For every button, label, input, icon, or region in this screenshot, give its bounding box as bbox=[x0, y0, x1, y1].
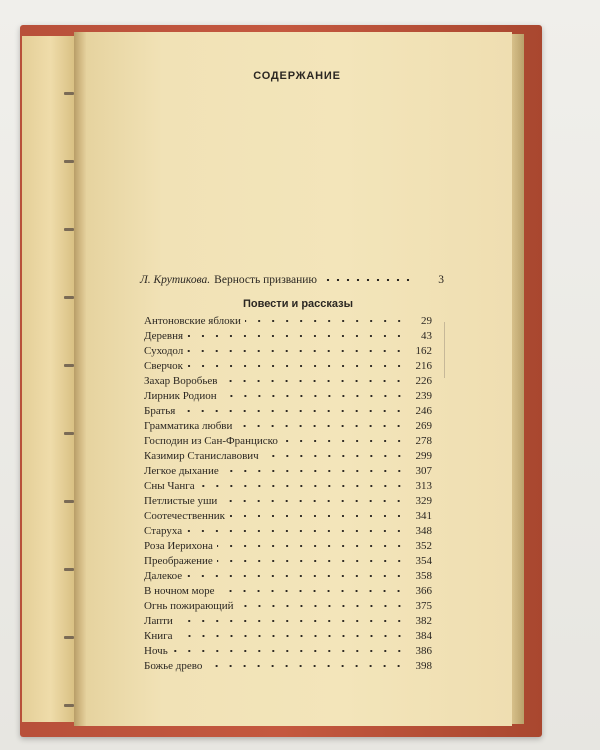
toc-entry bbox=[144, 493, 432, 508]
binding-thread bbox=[64, 432, 74, 435]
toc-entry-title: Ночь bbox=[144, 644, 168, 657]
toc-entry-title: Книга bbox=[144, 629, 173, 642]
toc-entry-page: 216 bbox=[415, 359, 432, 372]
toc-entry bbox=[144, 598, 432, 613]
toc-entry-title: Роза Иерихона bbox=[144, 539, 213, 552]
toc-entry-page: 354 bbox=[415, 554, 432, 567]
toc-entry-page: 278 bbox=[415, 434, 432, 447]
toc-entry-page: 384 bbox=[415, 629, 432, 642]
toc-entry bbox=[144, 628, 432, 643]
toc-entry-title: Грамматика любви bbox=[144, 419, 233, 432]
dot-leader bbox=[229, 515, 406, 517]
toc-entry-page: 246 bbox=[415, 404, 432, 417]
dot-leader bbox=[172, 650, 406, 652]
toc-entry-title: Лапти bbox=[144, 614, 173, 627]
dot-leader bbox=[187, 365, 406, 367]
toc-entry bbox=[144, 448, 432, 463]
dot-leader bbox=[187, 335, 406, 337]
toc-entry-list bbox=[144, 313, 432, 673]
contents-heading: СОДЕРЖАНИЕ bbox=[253, 70, 341, 82]
toc-entry-title: Суходол bbox=[144, 344, 184, 357]
toc-entry bbox=[144, 538, 432, 553]
toc-entry-page: 382 bbox=[415, 614, 432, 627]
toc-entry-title: Божье древо bbox=[144, 659, 203, 672]
dot-leader bbox=[186, 575, 406, 577]
toc-entry bbox=[144, 643, 432, 658]
toc-entry-title: Антоновские яблоки bbox=[144, 314, 241, 327]
toc-entry bbox=[144, 373, 432, 388]
toc-entry-page: 226 bbox=[415, 374, 432, 387]
toc-entry bbox=[144, 388, 432, 403]
toc-entry-title: Казимир Станиславович bbox=[144, 449, 259, 462]
toc-entry bbox=[144, 523, 432, 538]
toc-entry-page: 239 bbox=[415, 389, 432, 402]
dot-leader bbox=[323, 279, 416, 281]
dot-leader bbox=[221, 500, 406, 502]
toc-entry bbox=[144, 478, 432, 493]
binding-thread bbox=[64, 228, 74, 231]
toc-entry-title: Захар Воробьев bbox=[144, 374, 218, 387]
toc-entry-title: Преображение bbox=[144, 554, 213, 567]
binding-thread bbox=[64, 92, 74, 95]
toc-entry-page: 269 bbox=[415, 419, 432, 432]
toc-entry-title: Соотечественник bbox=[144, 509, 226, 522]
toc-entry-page: 358 bbox=[415, 569, 432, 582]
toc-entry-title: Старуха bbox=[144, 524, 183, 537]
toc-entry-page: 329 bbox=[415, 494, 432, 507]
toc-entry bbox=[144, 418, 432, 433]
dot-leader bbox=[217, 560, 406, 562]
toc-entry-page: 299 bbox=[415, 449, 432, 462]
toc-entry-title: Сны Чанга bbox=[144, 479, 195, 492]
dot-leader bbox=[221, 380, 406, 382]
dot-leader bbox=[238, 605, 406, 607]
toc-entry-page: 162 bbox=[415, 344, 432, 357]
intro-title: Верность призванию bbox=[214, 274, 318, 286]
toc-entry bbox=[144, 433, 432, 448]
dot-leader bbox=[177, 620, 406, 622]
binding-thread bbox=[64, 296, 74, 299]
toc-entry-title: Огнь пожирающий bbox=[144, 599, 234, 612]
toc-entry bbox=[144, 358, 432, 373]
toc-entry-title: Далекое bbox=[144, 569, 183, 582]
dot-leader bbox=[199, 485, 406, 487]
toc-entry-page: 43 bbox=[421, 329, 432, 342]
dot-leader bbox=[221, 395, 406, 397]
toc-entry-page: 366 bbox=[415, 584, 432, 597]
dot-leader bbox=[245, 320, 406, 322]
dot-leader bbox=[263, 455, 406, 457]
binding-thread bbox=[64, 636, 74, 639]
toc-entry bbox=[144, 613, 432, 628]
binding-thread bbox=[64, 500, 74, 503]
toc-entry-page: 348 bbox=[415, 524, 432, 537]
toc-entry-page: 29 bbox=[421, 314, 432, 327]
toc-entry bbox=[144, 463, 432, 478]
toc-entry bbox=[144, 568, 432, 583]
toc-entry bbox=[144, 313, 432, 328]
toc-entry-title: Петлистые уши bbox=[144, 494, 218, 507]
intro-page-number: 3 bbox=[438, 274, 444, 286]
toc-entry-title: Лирник Родион bbox=[144, 389, 217, 402]
toc-entry bbox=[144, 508, 432, 523]
toc-entry-page: 386 bbox=[415, 644, 432, 657]
toc-entry-title: Деревня bbox=[144, 329, 184, 342]
toc-entry-title: Господин из Сан-Франциско bbox=[144, 434, 278, 447]
toc-entry bbox=[144, 553, 432, 568]
toc-entry bbox=[144, 583, 432, 598]
toc-entry bbox=[144, 343, 432, 358]
dot-leader bbox=[282, 440, 406, 442]
toc-entry bbox=[144, 658, 432, 673]
intro-author: Л. Крутикова. bbox=[140, 274, 211, 286]
toc-entry-page: 341 bbox=[415, 509, 432, 522]
dot-leader bbox=[223, 470, 406, 472]
dot-leader bbox=[186, 530, 406, 532]
toc-entry-page: 352 bbox=[415, 539, 432, 552]
toc-entry-page: 307 bbox=[415, 464, 432, 477]
toc-entry-page: 375 bbox=[415, 599, 432, 612]
intro-entry bbox=[140, 272, 444, 288]
toc-entry-title: В ночном море bbox=[144, 584, 215, 597]
toc-entry bbox=[144, 403, 432, 418]
dot-leader bbox=[236, 425, 406, 427]
toc-entry-page: 313 bbox=[415, 479, 432, 492]
section-title: Повести и рассказы bbox=[242, 298, 354, 310]
dot-leader bbox=[217, 545, 406, 547]
binding-thread bbox=[64, 704, 74, 707]
toc-entry bbox=[144, 328, 432, 343]
page-edge-right bbox=[512, 34, 524, 724]
pencil-mark bbox=[444, 322, 467, 378]
dot-leader bbox=[179, 410, 406, 412]
toc-entry-title: Братья bbox=[144, 404, 176, 417]
dot-leader bbox=[206, 665, 406, 667]
toc-entry-title: Сверчок bbox=[144, 359, 183, 372]
dot-leader bbox=[177, 635, 406, 637]
binding-thread bbox=[64, 568, 74, 571]
binding-thread bbox=[64, 160, 74, 163]
left-page-edge bbox=[22, 36, 74, 722]
binding-thread bbox=[64, 364, 74, 367]
toc-entry-title: Легкое дыхание bbox=[144, 464, 219, 477]
dot-leader bbox=[218, 590, 406, 592]
dot-leader bbox=[187, 350, 406, 352]
toc-entry-page: 398 bbox=[415, 659, 432, 672]
